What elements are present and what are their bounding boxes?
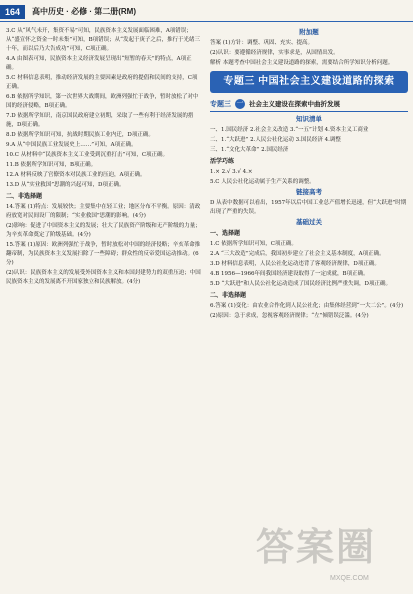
basic-title: 基础过关 (296, 218, 322, 226)
answer-line: 15.答案 (1)原因：欧洲列强忙于战争，暂时放松对中国的经济侵略；辛亥革命推翻帝制，为民族资本主义发展扫除了一些障碍；群众性的反帝爱国运动推动。(6分) (6, 242, 201, 266)
basic-line: 2.A “三大改造”完成后，我国初步建立了社会主义基本制度，A项正确。 (210, 251, 385, 257)
basic-line: 4.B 1956—1966年间我国经济建设取得了一定成就，B项正确。 (210, 271, 369, 277)
topic-banner: 专题三 中国社会主义建设道路的探索 (210, 71, 408, 93)
page-number: 164 (0, 5, 25, 19)
knowledge-line: 二、1.“大跃进” 2.人民公社化运动 3.国民经济 4.调整 (210, 137, 341, 143)
answer-line: 14.答案 (1)特点：发展较快；主要集中在轻工业；地区分布不平衡。原因：清政府放宽对民间设厂的限制；“实业救国”思潮的影响。(4分) (6, 204, 201, 219)
watermark-url: MXQE.COM (330, 575, 369, 582)
link-title: 链接高考 (296, 188, 322, 196)
subtopic-tag: 专题三 (210, 100, 231, 108)
answer-line: 5.C 材料信息表明，推动经济发展的主要因素是政府的提倡和民间的支持，C项正确。 (6, 75, 198, 90)
answer-line: 4.A 由图表可知，民族资本主义经济发展呈现出“短暂的春天”的特点，A项正确。 (6, 56, 192, 71)
answer-line: 8.D 依据所学知识可知，抗战时期民族工业内迁，D项正确。 (6, 132, 154, 138)
basic-line: 1.C 依据所学知识可知，C项正确。 (210, 241, 297, 247)
answer-line: 9.A 从“中国民族工业发展史上……”可知，A项正确。 (6, 142, 137, 148)
answer-line: 12.A 材料反映了官僚资本对民族工业的压迫，A项正确。 (6, 172, 146, 178)
knowledge-title: 知识清单 (296, 115, 322, 123)
subtopic-banner (210, 97, 408, 112)
practice-line: 5.C 人民公社化运动属于生产关系的调整。 (210, 179, 315, 185)
answer-line: (2)影响：促进了中国资本主义的发展；壮大了民族资产阶级和无产阶级的力量；为辛亥革命奠定了阶级基础。(4分) (6, 223, 201, 238)
page-header (0, 0, 413, 24)
watermark-logo: 答案圈 (256, 525, 377, 569)
answer-line: 11.B 依据所学知识可知，B项正确。 (6, 162, 97, 168)
basic-line: 6.答案 (1)变化：由农业合作化到人民公社化；由集体经营到“一大二公”。(4分) (210, 303, 404, 309)
practice-line: 1.× 2.√ 3.√ 4.× (210, 169, 253, 175)
subtopic-title: 社会主义建设在探索中曲折发展 (249, 100, 340, 108)
section-heading: 二、非选择题 (6, 193, 43, 200)
basic-line: 5.D “大跃进”和人民公社化运动造成了国民经济比例严重失调，D项正确。 (210, 281, 391, 287)
subtopic-number: 一 (236, 100, 244, 107)
answer-line: (2)认识：民族资本主义的发展受外国资本主义和本国封建势力的双重压迫；中国民族资本主义的发展离不开国家独立和民族解放。(4分) (6, 270, 201, 285)
section-heading: 一、选择题 (210, 230, 241, 237)
answer-line: 6.B 依据所学知识，第一次世界大战期间，欧洲列强忙于战争，暂时放松了对中国的经济侵略，B项正确。 (6, 94, 199, 109)
answer-line: 3.C 从“风气未开，集资不易”可知，民族资本主义发展面临困难，A项错误；从“盛宣怀之资金一时未集”可知，B项错误；从“发起于庚子之后，推行于光绪三十年，而以后乃大告成功”可知，C项正确。 (6, 28, 200, 52)
left-column (6, 27, 202, 583)
appendix-line: (2)认识：要遵循经济规律，实事求是，从国情出发。 (210, 50, 339, 56)
knowledge-line: 三、1.“文化大革命” 2.国民经济 (210, 147, 289, 153)
practice-title: 活学巧练 (210, 158, 235, 165)
answer-line: 10.C 从材料中“民族资本主义工业受到沉重打击”可知，C项正确。 (6, 152, 169, 158)
header-rule (0, 21, 413, 22)
appendix-line: 答案 (1)方针：调整、巩固、充实、提高。 (210, 40, 314, 46)
link-line: D 从表中数据可以看出，1957年以后中国工业总产值增长迅速，但“大跃进”时期出现了严重的失误。 (210, 200, 407, 215)
appendix-title: 附加题 (299, 28, 319, 36)
answer-line: 13.D 从“实业救国”思潮的兴起可知，D项正确。 (6, 182, 125, 188)
appendix-line: 解析 本题考查中国社会主义建设道路的探索，需要结合所学知识分析问题。 (210, 60, 394, 66)
right-column (210, 27, 408, 583)
book-title: 高中历史 · 必修 · 第二册(RM) (32, 7, 136, 16)
basic-line: 3.D 材料信息表明，人民公社化运动违背了客观经济规律，D项正确。 (210, 261, 380, 267)
answer-line: 7.D 依据所学知识，南京国民政府建立初期，采取了一些有利于经济发展的措施，D项正确。 (6, 113, 194, 128)
basic-line: (2)原因：急于求成，忽视客观经济规律；“左”倾错误泛滥。(4分) (210, 313, 369, 319)
knowledge-line: 一、1.国民经济 2.社会主义改造 3.“一五”计划 4.资本主义工商业 (210, 127, 369, 133)
section-heading: 二、非选择题 (210, 292, 247, 299)
